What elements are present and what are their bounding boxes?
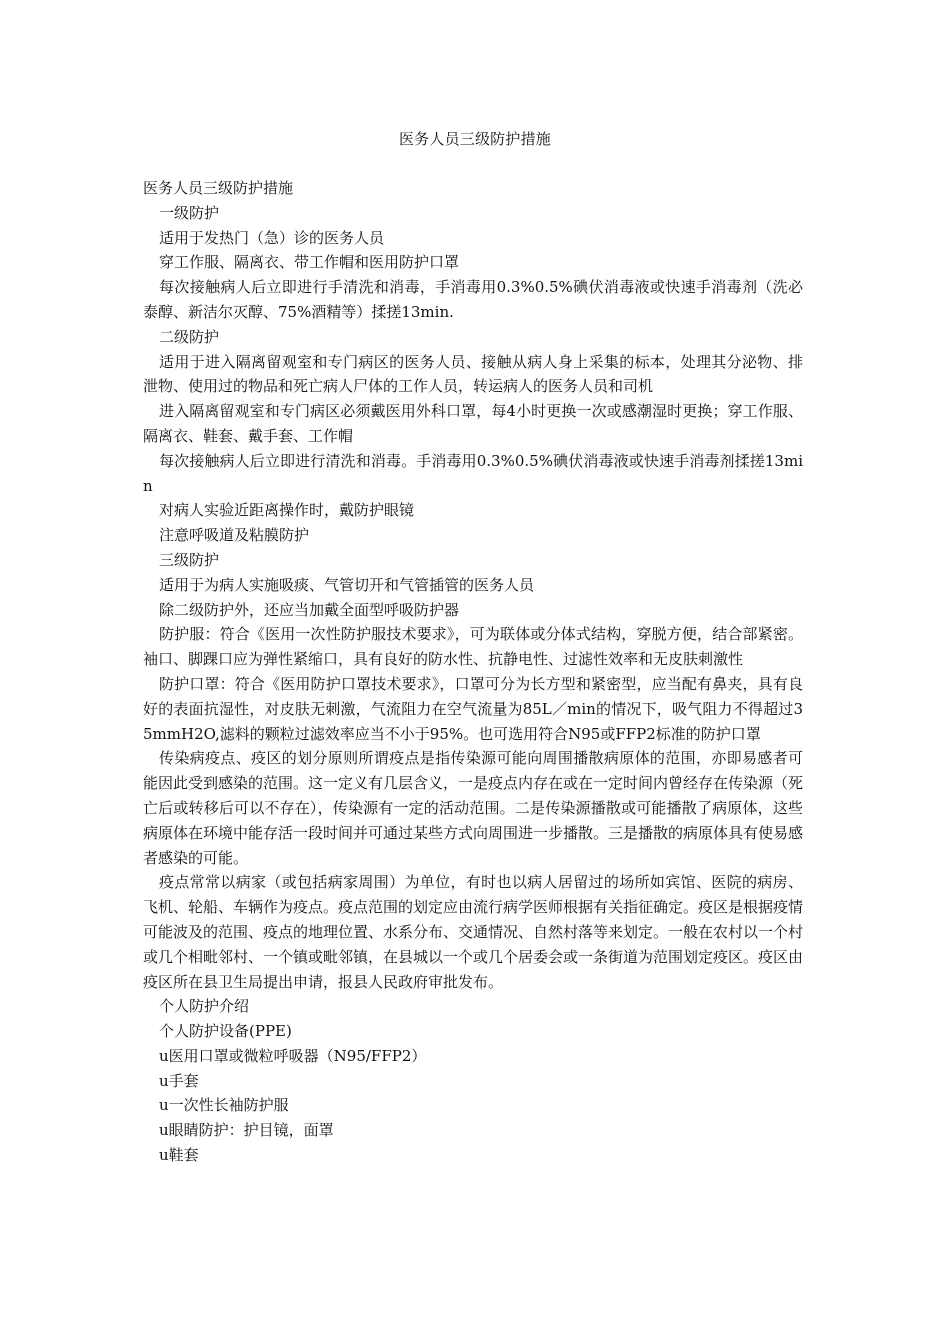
paragraph: 适用于发热门（急）诊的医务人员 bbox=[159, 228, 385, 247]
list-item: u眼睛防护：护目镜，面罩 bbox=[159, 1121, 334, 1140]
paragraph: 进入隔离留观室和专门病区必须戴医用外科口罩，每4小时更换一次或感潮湿时更换；穿工作服、隔离衣、鞋套、戴手套、工作帽 bbox=[143, 402, 803, 445]
paragraph: 传染病疫点、疫区的划分原则所谓疫点是指传染源可能向周围播散病原体的范围，亦即易感者可能因此受到感染的范围。这一定义有几层含义，一是疫点内存在或在一定时间内曾经存在传染源（死亡后或转移后可以不存在），传染源有一定的活动范围。二是传染源播散或可能播散了病原体，这些病原体在环境中能存活一段时间并可通过某些方式向周围进一步播散。三是播散的病原体具有使易感者感染的可能。 bbox=[143, 749, 804, 867]
paragraph: 适用于进入隔离留观室和专门病区的医务人员、接触从病人身上采集的标本，处理其分泌物、排泄物、使用过的物品和死亡病人尸体的工作人员，转运病人的医务人员和司机 bbox=[143, 352, 803, 396]
paragraph: 医务人员三级防护措施 bbox=[143, 179, 294, 197]
page-title: 医务人员三级防护措施 bbox=[398, 130, 551, 148]
paragraph: 穿工作服、隔离衣、带工作帽和医用防护口罩 bbox=[159, 253, 460, 272]
paragraph: 三级防护 bbox=[159, 550, 220, 569]
paragraph: 个人防护设备(PPE) bbox=[159, 1022, 292, 1041]
paragraph: 疫点常常以病家（或包括病家周围）为单位，有时也以病人居留过的场所如宾馆、医院的病房、飞机、轮船、车辆作为疫点。疫点范围的划定应由流行病学医师根据有关指征确定。疫区是根据疫情可能波及的范围、疫点的地理位置、水系分布、交通情况、自然村落等来划定。一般在农村以一个村或几个相毗邻村、一个镇或毗邻镇，在县城以一个或几个居委会或一条街道为范围划定疫区。疫区由疫区所在县卫生局提出申请，报县人民政府审批发布。 bbox=[143, 873, 804, 991]
paragraph: 对病人实验近距离操作时，戴防护眼镜 bbox=[159, 501, 415, 520]
list-item: u一次性长袖防护服 bbox=[159, 1096, 289, 1115]
paragraph: 二级防护 bbox=[159, 327, 220, 346]
paragraph: 适用于为病人实施吸痰、气管切开和气管插管的医务人员 bbox=[159, 575, 535, 594]
paragraph: 防护服：符合《医用一次性防护服技术要求》，可为联体或分体式结构，穿脱方便，结合部紧密。袖口、脚踝口应为弹性紧缩口，具有良好的防水性、抗静电性、过滤性效率和无皮肤刺激性 bbox=[143, 625, 803, 669]
paragraph: 一级防护 bbox=[159, 203, 220, 222]
list-item: u鞋套 bbox=[159, 1146, 199, 1165]
paragraph: 除二级防护外，还应当加戴全面型呼吸防护器 bbox=[159, 600, 460, 619]
document-body bbox=[143, 176, 803, 1168]
paragraph: 防护口罩：符合《医用防护口罩技术要求》，口罩可分为长方型和紧密型，应当配有鼻夹，具有良好的表面抗湿性，对皮肤无刺激，气流阻力在空气流量为85L／min的情况下，吸气阻力不得超过35mmH2O,滤料的颗粒过滤效率应当不小于95%。也可选用符合N95或FFP2标准的防护口罩 bbox=[143, 674, 803, 743]
paragraph: 个人防护介绍 bbox=[159, 997, 250, 1016]
paragraph: 每次接触病人后立即进行清洗和消毒。手消毒用0.3%0.5%碘伏消毒液或快速手消毒剂揉搓13min bbox=[143, 451, 803, 495]
list-item: u医用口罩或微粒呼吸器（N95/FFP2） bbox=[159, 1046, 427, 1065]
paragraph: 每次接触病人后立即进行手清洗和消毒，手消毒用0.3%0.5%碘伏消毒液或快速手消毒剂（洗必泰醇、新洁尔灭醇、75%酒精等）揉搓13min. bbox=[143, 278, 803, 321]
list-item: u手套 bbox=[159, 1071, 199, 1090]
paragraph: 注意呼吸道及粘膜防护 bbox=[159, 526, 310, 545]
